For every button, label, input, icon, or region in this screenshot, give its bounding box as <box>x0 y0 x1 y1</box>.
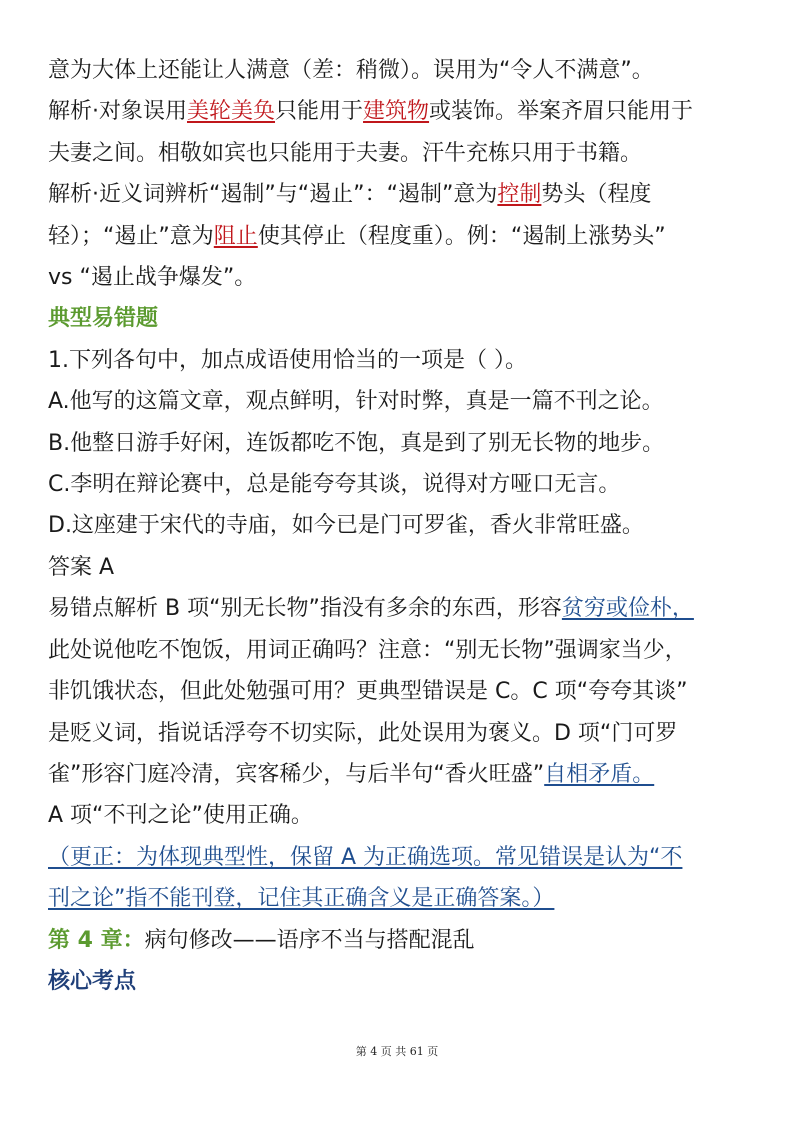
text-line <box>48 464 752 505</box>
text-run: 非饥饿状态，但此处勉强可用？更典型错误是 C。C 项“夸夸其谈” <box>48 679 688 705</box>
text-run: 只能用于 <box>275 99 364 125</box>
text-run: 解析·近义词辨析“遏制”与“遏止”：“遏制”意为 <box>48 182 498 208</box>
text-line <box>48 174 752 215</box>
text-run: 使其停止（程度重）。例：“遏制上涨势头” <box>257 223 666 249</box>
text-run: 或装饰。举案齐眉只能用于 <box>429 99 694 125</box>
text-run: D.这座建于宋代的寺庙，如今已是门可罗雀，香火非常旺盛。 <box>48 513 644 539</box>
highlight-red: 控制 <box>497 182 542 208</box>
section-heading: 第 4 章： <box>48 927 145 953</box>
text-line <box>48 133 752 174</box>
highlight-red: 美轮美奂 <box>187 99 276 125</box>
section-heading: 典型易错题 <box>48 306 159 332</box>
text-run: 易错点解析 B 项“别无长物”指没有多余的东西，形容 <box>48 596 562 622</box>
text-line <box>48 713 752 754</box>
text-line <box>48 505 752 546</box>
text-line <box>48 588 752 629</box>
text-run: A.他写的这篇文章，观点鲜明，针对时弊，真是一篇不刊之论。 <box>48 389 664 415</box>
text-line <box>48 878 752 919</box>
text-run: C.李明在辩论赛中，总是能夸夸其谈，说得对方哑口无言。 <box>48 472 621 498</box>
text-run: 势头（程度 <box>541 182 652 208</box>
text-line <box>48 795 752 836</box>
text-line <box>48 547 752 588</box>
text-line <box>48 91 752 132</box>
text-line <box>48 671 752 712</box>
text-line <box>48 340 752 381</box>
text-line <box>48 630 752 671</box>
highlight-red: 建筑物 <box>363 99 430 125</box>
text-line <box>48 837 752 878</box>
text-line <box>48 920 752 961</box>
highlight-blue: 贫穷或俭朴， <box>561 596 694 622</box>
highlight-blue: 刊之论”指不能刊登，记住其正确含义是正确答案。） <box>48 886 555 912</box>
text-run: 解析·对象误用 <box>48 99 187 125</box>
text-run: 是贬义词，指说话浮夸不切实际，此处误用为褒义。D 项“门可罗 <box>48 720 678 746</box>
text-run: A 项“不刊之论”使用正确。 <box>48 803 313 829</box>
text-run: 意为大体上还能让人满意（差：稍微）。误用为“令人不满意”。 <box>48 58 654 83</box>
text-line <box>48 298 752 339</box>
document-body <box>48 50 752 1002</box>
text-line <box>48 216 752 257</box>
text-run: 此处说他吃不饱饭，用词正确吗？注意：“别无长物”强调家当少， <box>48 637 687 663</box>
text-line <box>48 257 752 298</box>
text-run: vs “遏止战争爆发”。 <box>48 265 257 291</box>
text-line <box>48 754 752 795</box>
page-footer: 第 4 页 共 61 页 <box>355 1045 439 1058</box>
text-run: 1.下列各句中，加点成语使用恰当的一项是（ ）。 <box>48 347 527 373</box>
text-run: 答案 A <box>48 554 115 580</box>
text-run: B.他整日游手好闲，连饭都吃不饱，真是到了别无长物的地步。 <box>48 430 665 456</box>
text-run: 雀”形容门庭冷清，宾客稀少，与后半句“香火旺盛” <box>48 761 545 787</box>
text-run: 夫妻之间。相敬如宾也只能用于夫妻。汗牛充栋只用于书籍。 <box>48 140 643 166</box>
text-line <box>48 961 752 1002</box>
text-run: 病句修改——语序不当与搭配混乱 <box>144 927 475 953</box>
section-heading: 核心考点 <box>48 968 137 994</box>
text-line <box>48 423 752 464</box>
text-line <box>48 50 752 91</box>
highlight-red: 阻止 <box>213 223 258 249</box>
highlight-blue: （更正：为体现典型性，保留 A 为正确选项。常见错误是认为“不 <box>48 844 683 870</box>
highlight-blue: 自相矛盾。 <box>544 761 655 787</box>
text-line <box>48 381 752 422</box>
text-run: 轻）；“遏止”意为 <box>48 223 214 249</box>
